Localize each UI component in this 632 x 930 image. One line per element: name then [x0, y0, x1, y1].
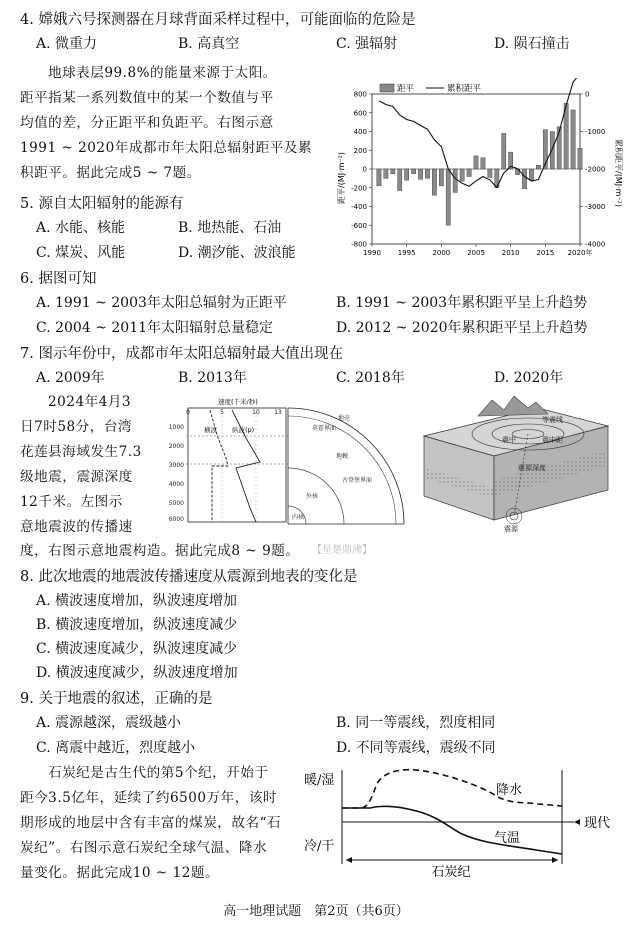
anomaly-bar [502, 133, 506, 169]
now-label: 现代 [584, 816, 611, 831]
wave-tick-y: 1000 [168, 424, 184, 431]
q8-option-c: C. 横波速度减少，纵波速度减少 [36, 641, 238, 657]
layer-label: 内核 [292, 514, 305, 521]
intro-10-12-line: 量变化。据此完成10 ~ 12题。 [20, 865, 220, 881]
y-left-label: 距平/(MJ·m⁻²) [337, 152, 346, 204]
anomaly-bar [418, 169, 422, 179]
wave-tick-y: 6000 [168, 516, 184, 523]
q6-option-b: B. 1991 ~ 2003年累积距平呈上升趋势 [336, 295, 588, 311]
q9-stem: 9. 关于地震的叙述，正确的是 [20, 691, 213, 707]
anomaly-bar [467, 169, 471, 177]
intro-8-9-line: 花莲县海域发生7.3 [20, 444, 142, 460]
wave-label-a: 横波 [204, 426, 217, 434]
wave-tick-y: 2000 [168, 443, 184, 450]
y-left-tick: -200 [351, 184, 367, 193]
layer-label: 莫霍界面 [312, 425, 337, 432]
anomaly-bar [453, 169, 457, 192]
watermark: 【星楚鼎沸】 [312, 545, 372, 556]
intro-5-7 [20, 61, 340, 186]
y-right-tick: -4000 [585, 240, 606, 249]
wave-tick-x: 13 [274, 409, 282, 416]
climate-y-top: 暖/湿 [304, 773, 335, 788]
wave-tick-y: 5000 [168, 500, 184, 507]
anomaly-bar [481, 158, 485, 169]
anomaly-bar [474, 156, 478, 169]
wave-label-b: 纵波(p) [232, 426, 255, 434]
x-tick: 2005 [467, 249, 485, 257]
q4-option-c: C. 强辐射 [336, 36, 398, 52]
anomaly-bar [405, 169, 409, 180]
anomaly-bar [398, 169, 402, 191]
anomaly-bar [550, 132, 554, 170]
anomaly-bar [377, 169, 381, 186]
anomaly-bar [522, 169, 526, 189]
layer-label: 外核 [306, 493, 319, 500]
q8-option-a: A. 横波速度增加，纵波速度增加 [36, 593, 238, 609]
q4-option-b: B. 高真空 [178, 36, 240, 52]
precipitation-curve [342, 770, 562, 808]
q5-stem: 5. 源自太阳辐射的能源有 [20, 196, 184, 212]
structure-label: 等震线 [542, 416, 563, 424]
q7-option-a: A. 2009年 [36, 370, 105, 386]
q7-option-c: C. 2018年 [336, 370, 405, 386]
legend-line-label: 累积距平 [447, 84, 482, 94]
q7-option-b: B. 2013年 [178, 370, 247, 386]
intro-5-7-line: 积距平。据此完成5 ~ 7题。 [20, 165, 201, 181]
y-left-tick: -400 [351, 203, 367, 211]
q6-stem: 6. 据图可知 [20, 271, 97, 287]
intro-8-9 [20, 390, 170, 540]
y-right-label: 累积距平/(MJ·m⁻²) [614, 139, 623, 207]
y-left-tick: 0 [362, 165, 367, 174]
anomaly-bar [425, 169, 429, 178]
radiation-anomaly-chart [334, 78, 624, 260]
q4-stem: 4. 嫦娥六号探测器在月球背面采样过程中，可能面临的危险是 [20, 12, 416, 28]
intro-5-7-line: 地球表层99.8%的能量来源于太阳。 [48, 65, 277, 81]
q9-option-d: D. 不同等震线，震级不同 [336, 740, 496, 756]
mountain-icon [478, 396, 548, 416]
intro-10-12 [20, 761, 310, 886]
anomaly-bar [488, 169, 492, 177]
q9-option-a: A. 震源越深，震级越小 [36, 715, 182, 731]
anomaly-bar [460, 169, 464, 181]
intro-10-12-line: 炭纪”。右图示意石炭纪全球气温、降水 [20, 840, 268, 856]
anomaly-bar [446, 169, 450, 225]
x-tick: 2015 [536, 249, 555, 257]
y-left-tick: -800 [351, 240, 367, 249]
temp-label: 气温 [494, 831, 521, 846]
seismic-wave-figure [160, 398, 412, 528]
intro-5-7-line: 均值的差，分正距平和负距平。右图示意 [20, 115, 274, 131]
layer-label: 地幔 [336, 453, 349, 460]
q5-option-d: D. 潮汐能、波浪能 [178, 245, 296, 261]
x-tick: 1990 [363, 249, 381, 257]
wave-tick-x: 5 [220, 409, 224, 416]
layer-label: 古登堡界面 [342, 477, 373, 484]
anomaly-bar [571, 110, 575, 169]
structure-label: 震中 [502, 436, 516, 444]
anomaly-bar [536, 165, 540, 169]
q5-option-a: A. 水能、核能 [36, 220, 126, 236]
q8-stem: 8. 此次地震的地震波传播速度从震源到地表的变化是 [20, 569, 358, 585]
x-tick: 1995 [397, 249, 416, 257]
anomaly-bar [529, 169, 533, 180]
climate-y-bottom: 冷/干 [304, 839, 335, 854]
wave-axis-title: 速度(千米/秒) [218, 398, 258, 406]
page-footer: 高一地理试题 第2页（共6页） [223, 904, 409, 919]
anomaly-bar [391, 169, 395, 174]
intro-10-12-line: 石炭纪是古生代的第5个纪，开始于 [48, 765, 269, 781]
structure-label: 震源深度 [518, 464, 546, 472]
y-left-tick: 800 [353, 90, 367, 99]
intro-5-7-line: 1991 ~ 2020年成都市年太阳总辐射距平及累 [20, 140, 313, 156]
intro-10-12-line: 期形成的地层中含有丰富的煤炭，故名“石 [20, 815, 282, 831]
anomaly-bar [578, 148, 582, 169]
wave-tick-y: 4000 [168, 481, 184, 488]
intro-8-9-line: 日7时58分，台湾 [20, 419, 133, 435]
y-left-tick: -600 [351, 221, 367, 230]
y-left-tick: 400 [353, 128, 367, 136]
intro-8-9-line: 12千米。左图示 [20, 494, 123, 510]
intro-10-12-line: 距今3.5亿年，延续了约6500万年，该时 [20, 790, 278, 806]
layer-label: 地壳 [338, 415, 351, 422]
chart-legend [380, 83, 482, 94]
y-right-tick: 0 [585, 90, 590, 99]
structure-label: 震源 [504, 525, 518, 533]
q8-option-d: D. 横波速度减少，纵波速度增加 [36, 665, 238, 681]
period-label: 石炭纪 [431, 865, 471, 880]
y-left-tick: 600 [353, 109, 367, 118]
q6-option-d: D. 2012 ~ 2020年累积距平呈上升趋势 [336, 320, 588, 336]
legend-bar-label: 距平 [397, 84, 415, 94]
x-tick: 2000 [432, 249, 451, 257]
wave-tick-x: 10 [252, 409, 260, 416]
anomaly-bar [384, 169, 388, 178]
x-tick: 2010 [501, 249, 520, 257]
structure-label: 震中距 [542, 436, 563, 444]
y-right-tick: -1000 [585, 128, 606, 136]
legend-bar-swatch [380, 84, 394, 92]
q5-option-b: B. 地热能、石油 [178, 220, 282, 236]
y-right-tick: -2000 [585, 165, 606, 174]
y-left-tick: 200 [353, 146, 367, 155]
q9-option-b: B. 同一等震线，烈度相同 [336, 715, 496, 731]
q4-option-d: D. 陨石撞击 [494, 36, 570, 52]
q4-option-a: A. 微重力 [36, 36, 98, 52]
q5-option-c: C. 煤炭、风能 [36, 245, 126, 261]
intro-8-9-line: 级地震，震源深度 [20, 469, 133, 485]
anomaly-bar [432, 169, 436, 195]
wave-tick-x: 0 [186, 409, 190, 416]
q7-stem: 7. 图示年份中，成都市年太阳总辐射最大值出现在 [20, 346, 343, 362]
earthquake-structure-figure [418, 392, 614, 534]
intro-8-9-line: 2024年4月3 [48, 394, 132, 410]
carboniferous-climate-figure [300, 764, 624, 884]
temperature-curve [342, 806, 562, 854]
x-tick: 2020年 [567, 249, 593, 257]
wave-tick-y: 3000 [168, 462, 184, 469]
anomaly-bar [439, 169, 443, 186]
q8-option-b: B. 横波速度增加，纵波速度减少 [36, 617, 238, 633]
q9-option-c: C. 离震中越近，烈度越小 [36, 740, 196, 756]
intro-5-7-line: 距平指某一系列数值中的某一个数值与平 [20, 90, 274, 106]
intro-8-9-tail: 度，右图示意地震构造。据此完成8 ~ 9题。 [20, 543, 300, 559]
y-right-tick: -3000 [585, 203, 606, 211]
q7-option-d: D. 2020年 [494, 370, 564, 386]
cumulative-anomaly-line [379, 78, 580, 187]
q6-option-c: C. 2004 ~ 2011年太阳辐射总量稳定 [36, 320, 274, 336]
rain-label: 降水 [496, 783, 523, 798]
intro-8-9-line: 意地震波的传播速 [20, 519, 133, 535]
anomaly-bar [411, 169, 415, 174]
q6-option-a: A. 1991 ~ 2003年太阳总辐射为正距平 [36, 295, 287, 311]
